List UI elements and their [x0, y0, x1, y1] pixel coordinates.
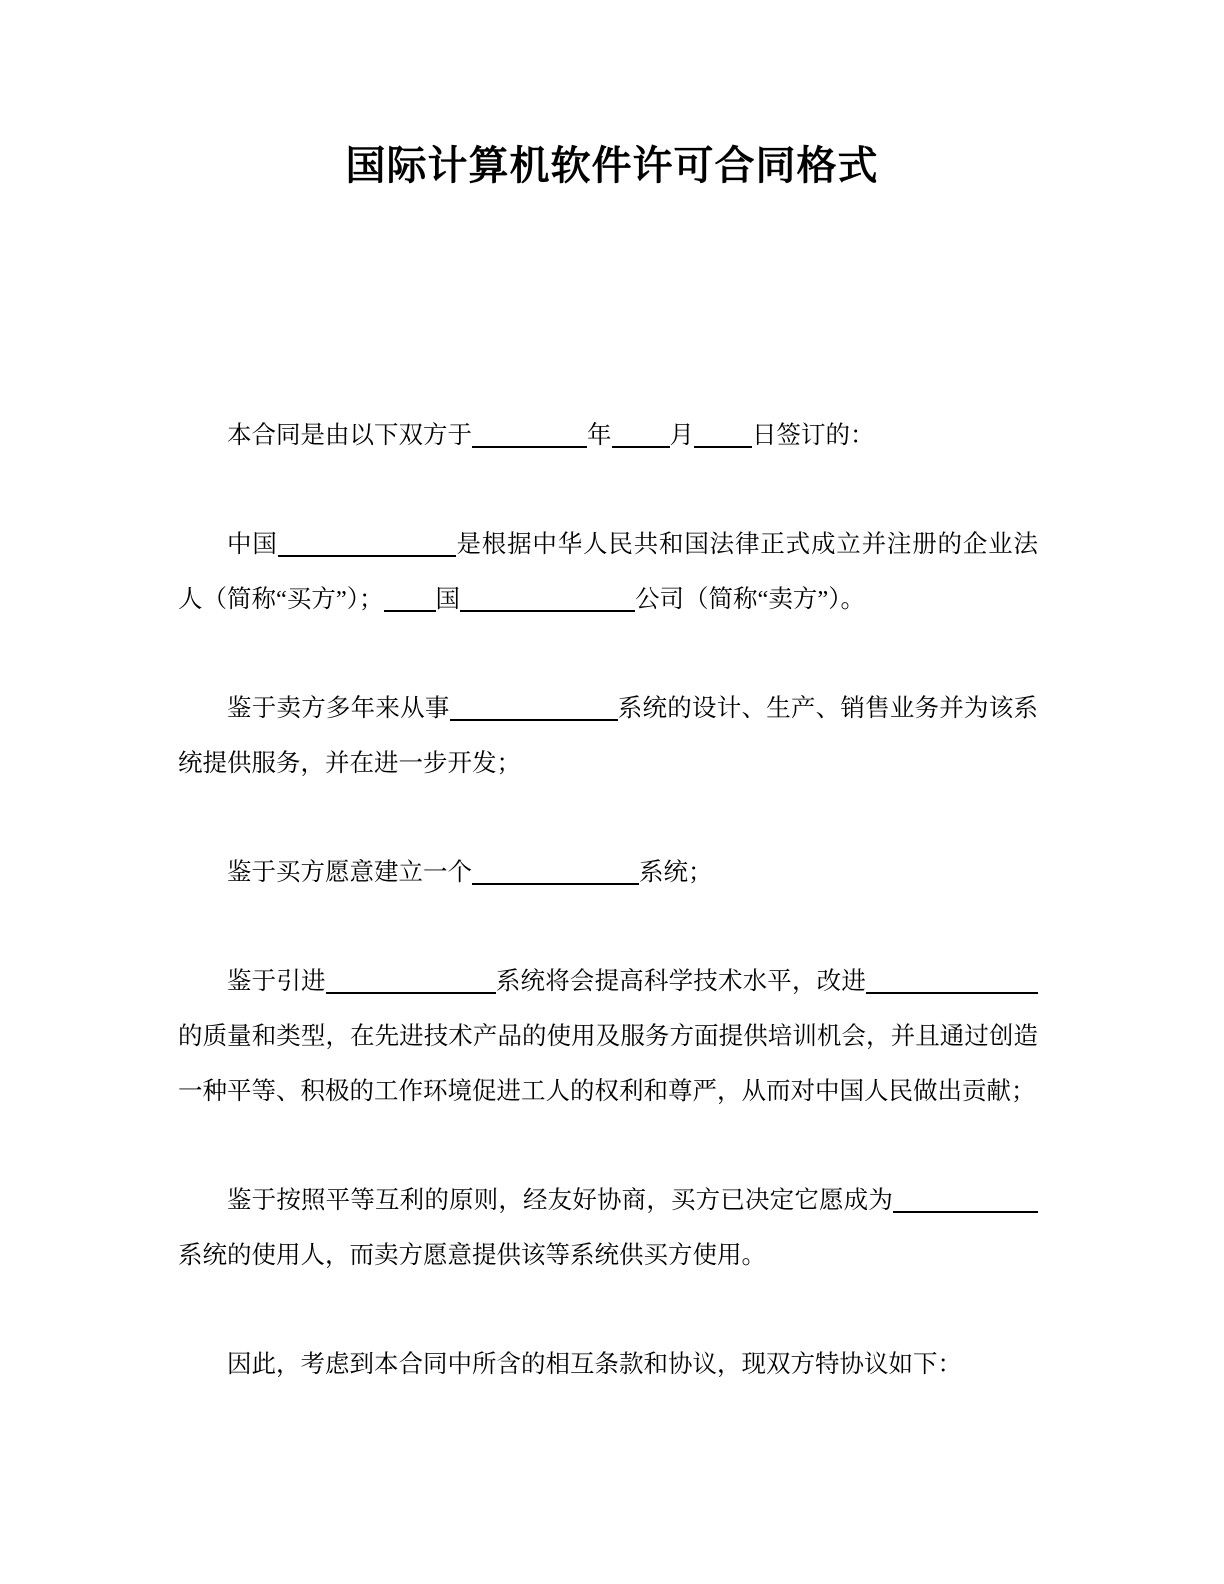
paragraph-text: 月: [669, 422, 694, 449]
paragraph-text: 本合同是由以下双方于: [227, 422, 472, 449]
fill-in-blank-line: [278, 553, 456, 557]
contract-paragraph: [178, 954, 1038, 1119]
paragraph-text: 国: [435, 586, 460, 613]
paragraph-text: 鉴于引进: [227, 968, 326, 995]
contract-paragraph: [178, 1337, 1038, 1392]
fill-in-blank-line: [866, 990, 1038, 994]
paragraph-text: 系统的使用人，而卖方愿意提供该等系统供买方使用。: [178, 1242, 766, 1269]
paragraph-text: 鉴于卖方多年来从事: [227, 695, 450, 722]
fill-in-blank-line: [612, 444, 670, 448]
paragraph-text: 系统的设计、生产、销售业务并为该系统提供服务，并在进一步开发；: [178, 695, 1038, 777]
document-title: 国际计算机软件许可合同格式: [345, 144, 879, 188]
paragraph-text: 公司（简称“卖方”）。: [635, 586, 865, 613]
fill-in-blank-line: [893, 1209, 1038, 1213]
paragraph-text: 系统将会提高科学技术水平，改进: [495, 968, 867, 995]
paragraph-text: 中国: [227, 531, 278, 558]
fill-in-blank-line: [460, 608, 635, 612]
contract-paragraph: [178, 408, 1038, 463]
contract-paragraph: [178, 845, 1038, 900]
paragraph-text: 因此，考虑到本合同中所含的相互条款和协议，现双方特协议如下：: [227, 1351, 962, 1378]
paragraphs: [178, 408, 1038, 1392]
fill-in-blank-line: [472, 444, 587, 448]
fill-in-blank-line: [450, 717, 618, 721]
paragraph-text: 是根据中华人民共和国法律正式成立并注册的企业法人（简称“买方”）；: [178, 531, 1038, 613]
fill-in-blank-line: [694, 444, 752, 448]
fill-in-blank-line: [326, 990, 496, 994]
document-body: [0, 408, 1224, 1392]
contract-paragraph: [178, 1173, 1038, 1283]
paragraph-text: 日签订的：: [752, 422, 875, 449]
contract-paragraph: [178, 517, 1038, 627]
paragraph-text: 系统；: [639, 859, 713, 886]
paragraph-text: 年: [587, 422, 612, 449]
fill-in-blank-line: [472, 881, 639, 885]
paragraph-text: 鉴于买方愿意建立一个: [227, 859, 472, 886]
contract-paragraph: [178, 681, 1038, 791]
fill-in-blank-line: [384, 608, 436, 612]
paragraph-text: 的质量和类型，在先进技术产品的使用及服务方面提供培训机会，并且通过创造一种平等、积极的工作环境促进工人的权利和尊严，从而对中国人民做出贡献；: [178, 1023, 1038, 1105]
paragraph-text: 鉴于按照平等互利的原则，经友好协商，买方已决定它愿成为: [227, 1187, 893, 1214]
